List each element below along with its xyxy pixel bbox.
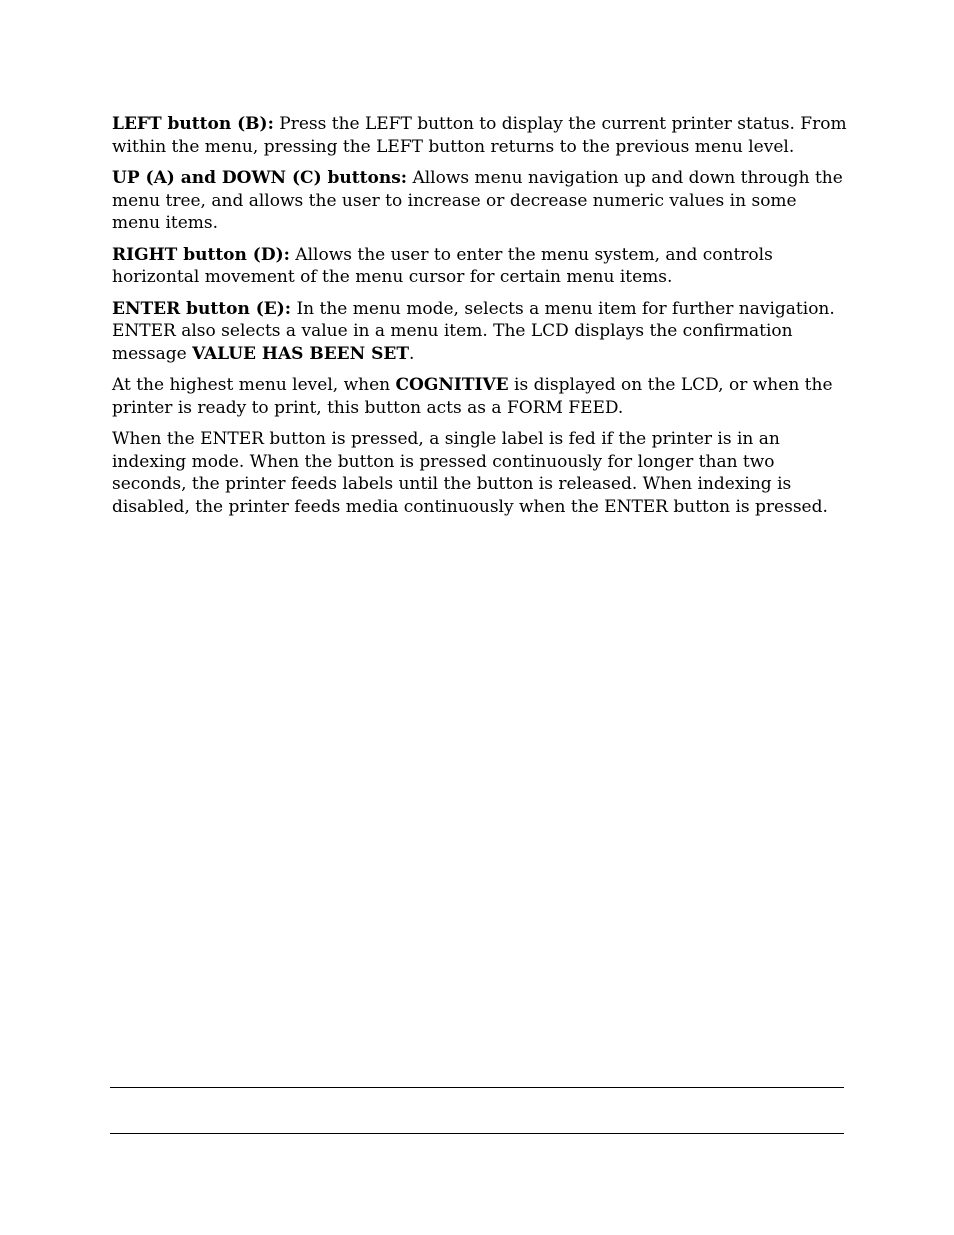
paragraph-enter-indexing xyxy=(112,428,847,518)
right-button-term: RIGHT button (D): xyxy=(112,244,290,265)
value-has-been-set-message: VALUE HAS BEEN SET xyxy=(192,343,409,364)
highest-menu-level-intro: At the highest menu level, when xyxy=(112,375,396,395)
paragraph-highest-menu-level xyxy=(112,374,847,419)
paragraph-enter-button xyxy=(112,298,847,366)
footer-bottom-rule xyxy=(110,1133,844,1134)
enter-button-period: . xyxy=(408,343,415,364)
enter-indexing-description: When the ENTER button is pressed, a single label is fed if the printer is in an indexing mode. When the button is pressed continuously for longer than two seconds, the printer feeds labels until the button is released. When indexing is disabled, the printer feeds media continuously when the ENTER button is pressed. xyxy=(112,429,828,517)
enter-button-term: ENTER button (E): xyxy=(112,298,292,319)
highest-menu-level-description: is displayed on the LCD, or when the printer is ready to print, this button acts as a FORM FEED. xyxy=(112,375,833,418)
paragraph-up-down-buttons xyxy=(112,167,847,235)
cognitive-term: COGNITIVE xyxy=(395,375,509,395)
up-down-buttons-term: UP (A) and DOWN (C) buttons: xyxy=(112,168,408,188)
footer-top-rule xyxy=(110,1087,844,1088)
document-body xyxy=(112,113,847,527)
left-button-term: LEFT button (B): xyxy=(112,114,274,134)
up-down-buttons-description: Allows menu navigation up and down through the menu tree, and allows the user to increase or decrease numeric values in some menu items. xyxy=(112,168,843,233)
enter-button-description: In the menu mode, selects a menu item for further navigation. ENTER also selects a value in a menu item. The LCD displays the confirmation message xyxy=(112,298,835,364)
left-button-description: Press the LEFT button to display the current printer status. From within the menu, pressing the LEFT button returns to the previous menu level. xyxy=(112,114,847,157)
paragraph-right-button xyxy=(112,244,847,289)
right-button-description: Allows the user to enter the menu system, and controls horizontal movement of the menu cursor for certain menu items. xyxy=(112,244,773,287)
paragraph-left-button xyxy=(112,113,847,158)
